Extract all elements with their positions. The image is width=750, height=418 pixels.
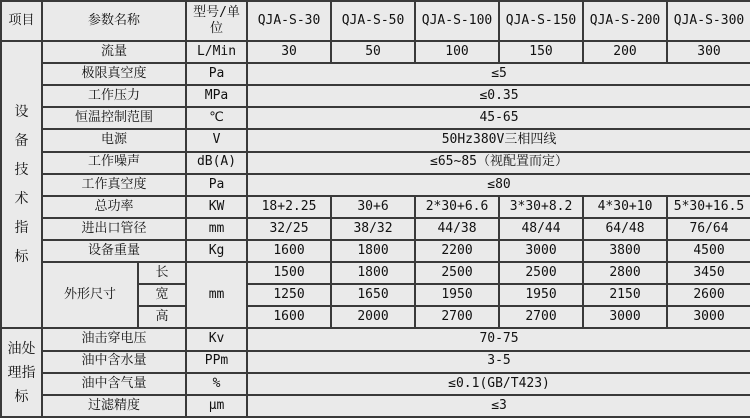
table-row bbox=[1, 395, 750, 417]
param-name-cell: 电源 bbox=[42, 129, 186, 151]
merged-value-cell: ≤5 bbox=[247, 63, 750, 85]
value-cell: 2000 bbox=[331, 306, 415, 328]
value-cell: 64/48 bbox=[583, 218, 667, 240]
value-cell: 2700 bbox=[415, 306, 499, 328]
merged-value-cell: ≤0.1(GB/T423) bbox=[247, 373, 750, 395]
header-model: QJA-S-30 bbox=[247, 1, 331, 41]
param-name-cell: 油击穿电压 bbox=[42, 328, 186, 350]
param-name-cell: 工作噪声 bbox=[42, 152, 186, 174]
value-cell: 2600 bbox=[667, 284, 750, 306]
table-row bbox=[1, 373, 750, 395]
param-name-cell: 极限真空度 bbox=[42, 63, 186, 85]
table-row bbox=[1, 174, 750, 196]
unit-cell: KW bbox=[186, 196, 247, 218]
value-cell: 2500 bbox=[499, 262, 583, 284]
header-model-unit: 型号/单位 bbox=[186, 1, 247, 41]
value-cell: 1250 bbox=[247, 284, 331, 306]
table-header-row bbox=[1, 1, 750, 41]
value-cell: 76/64 bbox=[667, 218, 750, 240]
merged-value-cell: ≤80 bbox=[247, 174, 750, 196]
header-item: 项目 bbox=[1, 1, 42, 41]
value-cell: 1950 bbox=[415, 284, 499, 306]
param-name-cell: 过滤精度 bbox=[42, 395, 186, 417]
group-label-oil bbox=[1, 328, 42, 417]
value-cell: 32/25 bbox=[247, 218, 331, 240]
unit-cell: Kg bbox=[186, 240, 247, 262]
merged-value-cell: ≤3 bbox=[247, 395, 750, 417]
table-row bbox=[1, 351, 750, 373]
merged-value-cell: ≤0.35 bbox=[247, 85, 750, 107]
value-cell: 2*30+6.6 bbox=[415, 196, 499, 218]
value-cell: 1600 bbox=[247, 306, 331, 328]
header-model: QJA-S-300 bbox=[667, 1, 750, 41]
value-cell: 2700 bbox=[499, 306, 583, 328]
value-cell: 30 bbox=[247, 41, 331, 63]
param-name-cell: 总功率 bbox=[42, 196, 186, 218]
value-cell: 4*30+10 bbox=[583, 196, 667, 218]
unit-cell: % bbox=[186, 373, 247, 395]
value-cell: 3450 bbox=[667, 262, 750, 284]
table-row bbox=[1, 196, 750, 218]
header-model: QJA-S-150 bbox=[499, 1, 583, 41]
param-name-cell: 恒温控制范围 bbox=[42, 107, 186, 129]
table-row bbox=[1, 240, 750, 262]
table-row bbox=[1, 262, 750, 284]
value-cell: 100 bbox=[415, 41, 499, 63]
value-cell: 30+6 bbox=[331, 196, 415, 218]
unit-cell: V bbox=[186, 129, 247, 151]
dim-label-cell: 宽 bbox=[138, 284, 186, 306]
value-cell: 2500 bbox=[415, 262, 499, 284]
header-model: QJA-S-50 bbox=[331, 1, 415, 41]
value-cell: 3800 bbox=[583, 240, 667, 262]
table-row bbox=[1, 41, 750, 63]
unit-cell: PPm bbox=[186, 351, 247, 373]
value-cell: 2800 bbox=[583, 262, 667, 284]
group-label-text: 油处理指标 bbox=[7, 340, 36, 405]
unit-cell: dB(A) bbox=[186, 152, 247, 174]
value-cell: 38/32 bbox=[331, 218, 415, 240]
value-cell: 150 bbox=[499, 41, 583, 63]
table-row bbox=[1, 63, 750, 85]
value-cell: 1800 bbox=[331, 240, 415, 262]
unit-cell: mm bbox=[186, 218, 247, 240]
header-model: QJA-S-100 bbox=[415, 1, 499, 41]
value-cell: 3000 bbox=[499, 240, 583, 262]
value-cell: 1650 bbox=[331, 284, 415, 306]
unit-cell: Pa bbox=[186, 174, 247, 196]
merged-value-cell: 3-5 bbox=[247, 351, 750, 373]
value-cell: 4500 bbox=[667, 240, 750, 262]
param-name-cell-dimensions: 外形尺寸 bbox=[42, 262, 138, 328]
value-cell: 2200 bbox=[415, 240, 499, 262]
dim-label-cell: 长 bbox=[138, 262, 186, 284]
table-row bbox=[1, 152, 750, 174]
value-cell: 44/38 bbox=[415, 218, 499, 240]
param-name-cell: 进出口管径 bbox=[42, 218, 186, 240]
dim-label-cell: 高 bbox=[138, 306, 186, 328]
unit-cell: MPa bbox=[186, 85, 247, 107]
unit-cell: Kv bbox=[186, 328, 247, 350]
param-name-cell: 流量 bbox=[42, 41, 186, 63]
unit-cell: ℃ bbox=[186, 107, 247, 129]
table-row bbox=[1, 218, 750, 240]
value-cell: 18+2.25 bbox=[247, 196, 331, 218]
value-cell: 1950 bbox=[499, 284, 583, 306]
value-cell: 200 bbox=[583, 41, 667, 63]
table-row bbox=[1, 107, 750, 129]
header-param: 参数名称 bbox=[42, 1, 186, 41]
value-cell: 3*30+8.2 bbox=[499, 196, 583, 218]
param-name-cell: 工作真空度 bbox=[42, 174, 186, 196]
value-cell: 50 bbox=[331, 41, 415, 63]
merged-value-cell: 45-65 bbox=[247, 107, 750, 129]
param-name-cell: 设备重量 bbox=[42, 240, 186, 262]
unit-cell: μm bbox=[186, 395, 247, 417]
merged-value-cell: 70-75 bbox=[247, 328, 750, 350]
value-cell: 1600 bbox=[247, 240, 331, 262]
value-cell: 1800 bbox=[331, 262, 415, 284]
merged-value-cell: 50Hz380V三相四线 bbox=[247, 129, 750, 151]
group-label-equipment bbox=[1, 41, 42, 328]
param-name-cell: 油中含水量 bbox=[42, 351, 186, 373]
table-row bbox=[1, 328, 750, 350]
merged-value-cell: ≤65~85（视配置而定） bbox=[247, 152, 750, 174]
table-row bbox=[1, 129, 750, 151]
unit-cell: mm bbox=[186, 262, 247, 328]
table-row bbox=[1, 85, 750, 107]
value-cell: 1500 bbox=[247, 262, 331, 284]
value-cell: 5*30+16.5 bbox=[667, 196, 750, 218]
param-name-cell: 工作压力 bbox=[42, 85, 186, 107]
group-label-text: 设备技术指标 bbox=[14, 103, 29, 265]
unit-cell: L/Min bbox=[186, 41, 247, 63]
value-cell: 2150 bbox=[583, 284, 667, 306]
value-cell: 3000 bbox=[667, 306, 750, 328]
value-cell: 48/44 bbox=[499, 218, 583, 240]
unit-cell: Pa bbox=[186, 63, 247, 85]
header-model: QJA-S-200 bbox=[583, 1, 667, 41]
value-cell: 300 bbox=[667, 41, 750, 63]
param-name-cell: 油中含气量 bbox=[42, 373, 186, 395]
value-cell: 3000 bbox=[583, 306, 667, 328]
